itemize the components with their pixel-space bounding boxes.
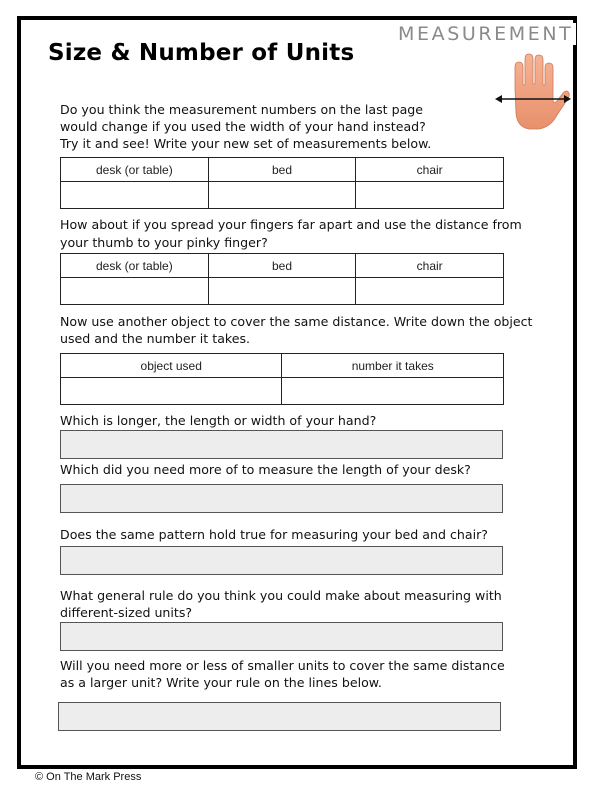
question-1-line-1: Do you think the measurement numbers on the last page: [60, 102, 424, 117]
column-header-bed: bed: [208, 158, 356, 182]
question-1-line-3: Try it and see! Write your new set of measurements below.: [60, 136, 432, 151]
answer-cell-bed[interactable]: [208, 182, 356, 209]
question-3-line-2: used and the number it takes.: [60, 331, 251, 346]
question-1-line-2: would change if you used the width of your hand instead?: [60, 119, 426, 134]
question-2-line-1: How about if you spread your fingers far apart and use the distance from: [60, 217, 522, 232]
answer-box-5[interactable]: [60, 484, 503, 513]
column-header-object-used: object used: [61, 354, 282, 378]
question-2-line-2: your thumb to your pinky finger?: [60, 235, 268, 250]
answer-box-8[interactable]: [58, 702, 501, 731]
question-7-line-1: What general rule do you think you could make about measuring with: [60, 588, 502, 603]
question-4: Which is longer, the length or width of your hand?: [60, 413, 377, 428]
column-header-desk: desk (or table): [61, 158, 209, 182]
answer-cell-chair[interactable]: [356, 182, 504, 209]
answer-box-7[interactable]: [60, 622, 503, 651]
answer-cell-desk[interactable]: [61, 278, 209, 305]
answer-cell-chair[interactable]: [356, 278, 504, 305]
question-8-line-2: as a larger unit? Write your rule on the lines below.: [60, 675, 382, 690]
answer-cell-number-it-takes[interactable]: [282, 378, 504, 405]
section-tag: MEASUREMENT: [395, 23, 576, 45]
question-7-line-2: different-sized units?: [60, 605, 193, 620]
hand-width-icon: [495, 53, 571, 133]
answer-cell-object-used[interactable]: [61, 378, 282, 405]
answer-cell-bed[interactable]: [208, 278, 356, 305]
hand-width-table: [60, 157, 504, 209]
question-5: Which did you need more of to measure the length of your desk?: [60, 462, 471, 477]
column-header-desk: desk (or table): [61, 254, 209, 278]
column-header-chair: chair: [356, 254, 504, 278]
question-8-line-1: Will you need more or less of smaller units to cover the same distance: [60, 658, 505, 673]
column-header-number-it-takes: number it takes: [282, 354, 504, 378]
column-header-bed: bed: [208, 254, 356, 278]
answer-box-6[interactable]: [60, 546, 503, 575]
copyright-footer: © On The Mark Press: [35, 771, 142, 783]
other-object-table: [60, 353, 504, 405]
page-title: Size & Number of Units: [48, 40, 355, 66]
hand-span-table: [60, 253, 504, 305]
question-3-line-1: Now use another object to cover the same distance. Write down the object: [60, 314, 533, 329]
answer-cell-desk[interactable]: [61, 182, 209, 209]
answer-box-4[interactable]: [60, 430, 503, 459]
column-header-chair: chair: [356, 158, 504, 182]
question-6: Does the same pattern hold true for measuring your bed and chair?: [60, 527, 488, 542]
